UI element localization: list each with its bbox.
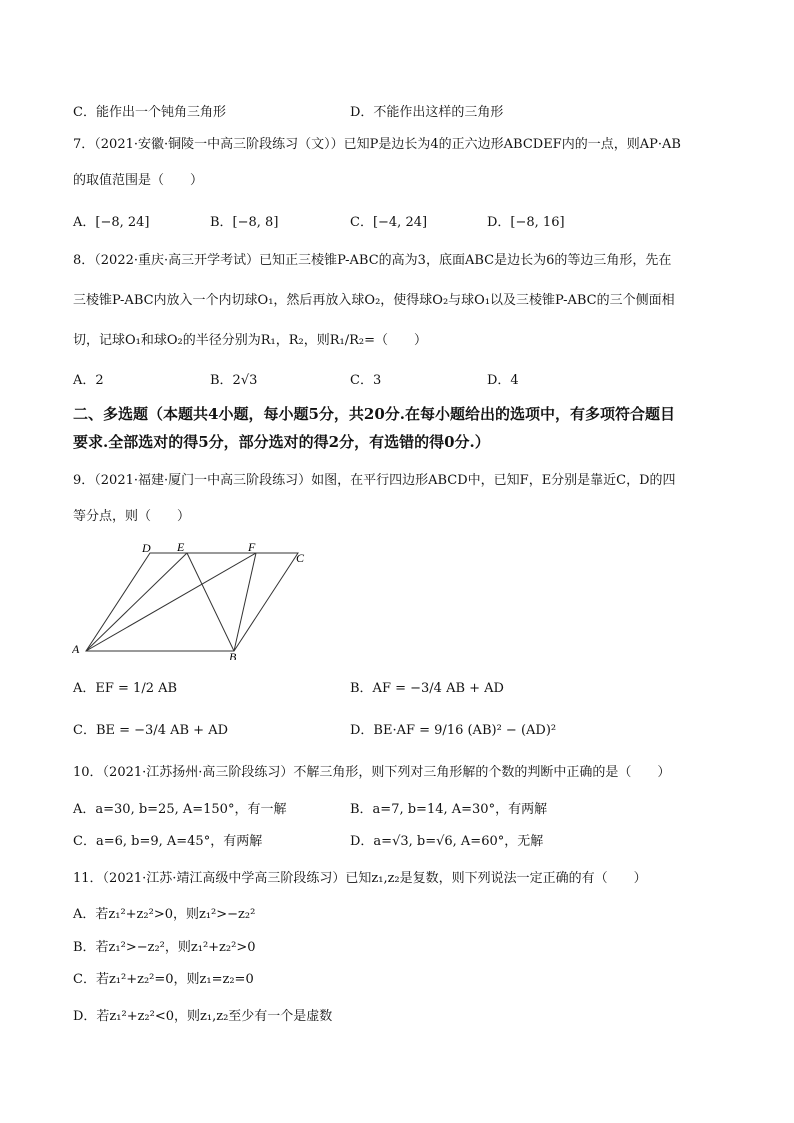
q7-option-b: B．[−8, 8] [210,215,279,230]
q8-line1: 8．（2022·重庆·高三开学考试）已知正三棱锥P-ABC的高为3，底面ABC是边长为6的等边三角形，先在 [73,253,672,268]
q9-option-d: D．BE·AF = 9/16 (AB)² − (AD)² [350,723,557,738]
q9-option-a: A．EF = 1/2 AB [73,681,178,696]
label-d: D [142,541,151,555]
q8-option-a: A．2 [73,373,104,388]
q9-line1: 9．（2021·福建·厦门一中高三阶段练习）如图，在平行四边形ABCD中，已知F，E分别是靠近C，D的四 [73,473,676,488]
q7-option-a: A．[−8, 24] [73,215,150,230]
q10-stem: 10．（2021·江苏扬州·高三阶段练习）不解三角形，则下列对三角形解的个数的判断中正确的是（ ） [73,765,671,780]
q11-option-c: C．若z₁²+z₂²=0，则z₁=z₂=0 [73,972,254,987]
q6-option-d: D．不能作出这样的三角形 [350,105,504,120]
q7-option-c: C．[−4, 24] [350,215,428,230]
q10-option-b: B．a=7, b=14, A=30°，有两解 [350,802,548,817]
label-a: A [72,642,80,656]
section2-heading-line2: 要求.全部选对的得5分，部分选对的得2分，有选错的得0分.） [73,433,490,451]
parallelogram-figure [72,540,312,660]
q8-option-c: C．3 [350,373,382,388]
q8-option-b: B．2√3 [210,373,258,388]
q7-stem-line2: 的取值范围是（ ） [73,173,204,188]
q9-option-b: B．AF = −3/4 AB + AD [350,681,504,696]
q10-option-c: C．a=6, b=9, A=45°，有两解 [73,834,263,849]
q11-option-d: D．若z₁²+z₂²<0，则z₁,z₂至少有一个是虚数 [73,1009,333,1024]
label-f: F [248,540,256,554]
label-e: E [177,540,185,554]
section2-heading-line1: 二、多选题（本题共4小题，每小题5分，共20分.在每小题给出的选项中，有多项符合题目 [73,405,675,423]
label-b: B [229,650,237,660]
q9-option-c: C．BE = −3/4 AB + AD [73,723,229,738]
label-c: C [296,551,305,565]
q6-option-c: C．能作出一个钝角三角形 [73,105,226,120]
q8-line2: 三棱锥P-ABC内放入一个内切球O₁，然后再放入球O₂，使得球O₂与球O₁以及三棱锥P-ABC的三个侧面相 [73,293,675,308]
q11-option-a: A．若z₁²+z₂²>0，则z₁²>−z₂² [73,907,256,922]
q7-option-d: D．[−8, 16] [487,215,565,230]
q10-option-a: A．a=30, b=25, A=150°，有一解 [73,802,287,817]
q8-line3: 切，记球O₁和球O₂的半径分别为R₁，R₂，则R₁/R₂=（ ） [73,333,428,348]
q10-option-d: D．a=√3, b=√6, A=60°，无解 [350,834,544,849]
q11-option-b: B．若z₁²>−z₂²，则z₁²+z₂²>0 [73,940,256,955]
q11-stem: 11．（2021·江苏·靖江高级中学高三阶段练习）已知z₁,z₂是复数，则下列说法一定正确的有（ ） [73,871,647,886]
q9-line2: 等分点，则（ ） [73,509,191,524]
q8-option-d: D．4 [487,373,519,388]
q7-stem-line1: 7．（2021·安徽·铜陵一中高三阶段练习（文））已知P是边长为4的正六边形ABCDEF内的一点，则AP·AB [73,137,681,152]
